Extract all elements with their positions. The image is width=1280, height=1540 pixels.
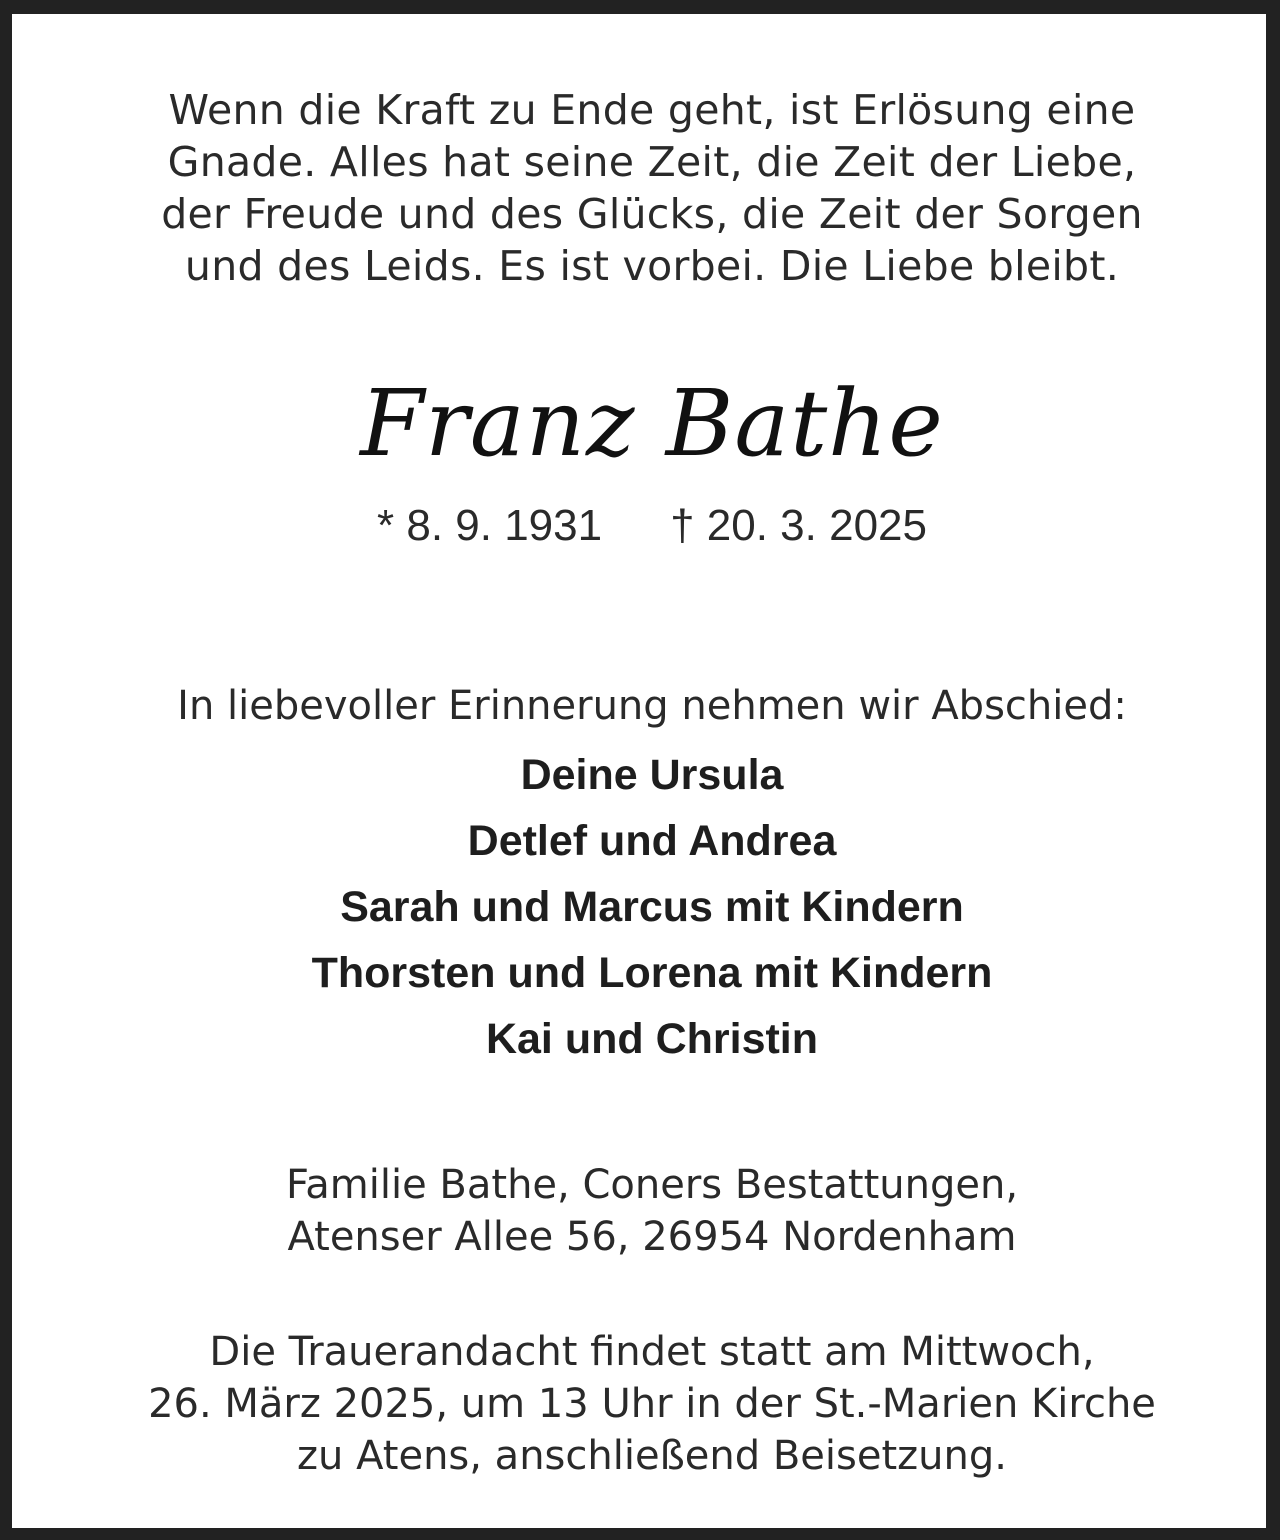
motto-line: Gnade. Alles hat seine Zeit, die Zeit der Liebe, <box>167 138 1137 186</box>
deceased-name: Franz Bathe <box>360 370 944 477</box>
mourner-name: Sarah und Marcus mit Kindern <box>340 883 964 931</box>
service-line: zu Atens, anschließend Beisetzung. <box>297 1433 1007 1479</box>
birth-date: * 8. 9. 1931 <box>377 501 603 550</box>
service-line: Die Trauerandacht findet statt am Mittwoch, <box>209 1329 1095 1375</box>
life-dates <box>12 498 1280 554</box>
contact-address <box>12 1159 1280 1263</box>
motto-line: und des Leids. Es ist vorbei. Die Liebe bleibt. <box>184 242 1120 290</box>
mourner-name: Detlef und Andrea <box>467 817 837 865</box>
service-line: 26. März 2025, um 13 Uhr in der St.-Marien Kirche <box>148 1381 1156 1427</box>
motto-line: Wenn die Kraft zu Ende geht, ist Erlösung eine <box>168 86 1136 134</box>
contact-line: Familie Bathe, Coners Bestattungen, <box>285 1162 1019 1208</box>
mourner-name: Kai und Christin <box>485 1015 819 1063</box>
mourner-name: Thorsten und Lorena mit Kindern <box>311 949 993 997</box>
contact-line: Atenser Allee 56, 26954 Nordenham <box>287 1214 1017 1260</box>
mourners-list <box>12 742 1280 1072</box>
farewell-intro: In liebevoller Erinnerung nehmen wir Abschied: <box>177 683 1127 729</box>
death-date: † 20. 3. 2025 <box>670 501 927 550</box>
motto-line: der Freude und des Glücks, die Zeit der Sorgen <box>161 190 1143 238</box>
mourner-name: Deine Ursula <box>520 751 784 799</box>
service-details <box>12 1326 1280 1482</box>
motto-verse <box>12 84 1280 292</box>
